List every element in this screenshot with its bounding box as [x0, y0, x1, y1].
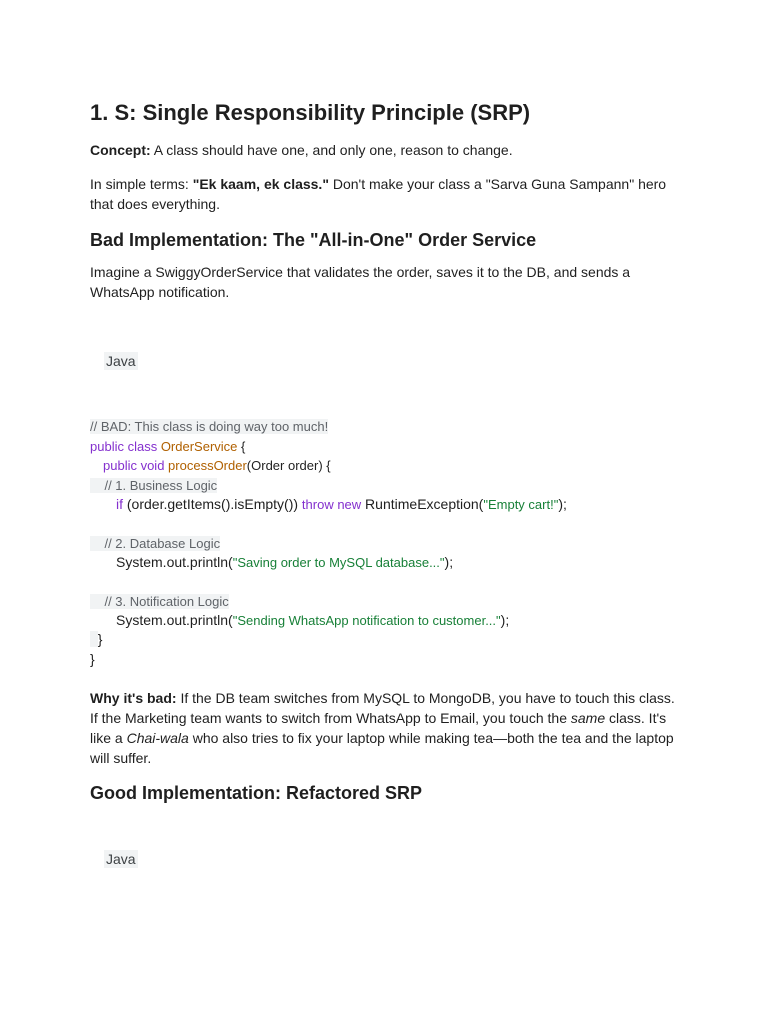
code-language-label: Java [106, 353, 136, 369]
code-text: } [90, 651, 95, 667]
code-line [116, 611, 509, 630]
why-bad-emphasis: same [570, 710, 606, 726]
why-bad-label: Why it's bad: [90, 690, 177, 706]
code-keyword: public class [90, 439, 161, 454]
code-text: System.out.println( [116, 554, 233, 570]
code-comment [90, 594, 229, 609]
why-bad-text: who also tries to fix your laptop while making tea—both the tea and the laptop will suffer. [90, 730, 674, 766]
code-text: (Order order) { [246, 458, 331, 473]
code-text: System.out.println( [116, 612, 233, 628]
code-keyword: throw new [301, 497, 362, 512]
code-method-name: processOrder [168, 458, 247, 473]
code-text: (order.getItems().isEmpty()) [123, 496, 302, 512]
code-line [90, 630, 102, 649]
simple-terms-after: Don't make your class a "Sarva Guna Sampann" hero that does everything. [90, 176, 667, 212]
simple-terms-bold: "Ek kaam, ek class." [192, 176, 329, 192]
simple-terms-before: In simple terms: [90, 176, 193, 192]
code-line [90, 476, 217, 495]
code-text: ); [558, 496, 567, 512]
code-comment [90, 478, 217, 493]
code-string: "Saving order to MySQL database..." [232, 555, 445, 570]
code-class-name: OrderService [160, 439, 238, 454]
code-text: ); [500, 612, 510, 628]
code-string: "Empty cart!" [483, 497, 559, 512]
why-bad-paragraph [90, 688, 685, 768]
bad-intro-paragraph: Imagine a SwiggyOrderService that validates the order, saves it to the DB, and sends a WhatsApp notification. [90, 264, 631, 300]
concept-paragraph [90, 140, 685, 160]
why-bad-text: class. It's like a [90, 710, 667, 746]
code-line [90, 417, 328, 436]
code-comment-text: // 1. Business Logic [104, 478, 218, 493]
code-keyword: if [116, 496, 123, 512]
code-line [116, 495, 567, 514]
code-comment-text: // 3. Notification Logic [104, 594, 229, 609]
code-text: ); [444, 554, 454, 570]
code-text: } [97, 631, 103, 647]
code-keyword: public void [103, 458, 169, 473]
code-line [90, 437, 245, 456]
code-comment-text: // 2. Database Logic [104, 536, 221, 551]
concept-text: A class should have one, and only one, reason to change. [150, 142, 513, 158]
code-comment [90, 536, 220, 551]
why-bad-text: If the DB team switches from MySQL to MongoDB, you have to touch this class. If the Marketing team wants to switch from WhatsApp to Email, you touch the [90, 690, 675, 726]
page-title: 1. S: Single Responsibility Principle (SRP) [90, 100, 531, 125]
code-comment: // BAD: This class is doing way too much! [90, 419, 329, 434]
code-language-label: Java [106, 851, 136, 867]
code-line [116, 553, 453, 572]
bad-implementation-heading: Bad Implementation: The "All-in-One" Order Service [90, 230, 537, 250]
code-line [90, 534, 220, 553]
code-comment [90, 631, 98, 647]
code-line [90, 650, 95, 669]
code-text: RuntimeException( [361, 496, 484, 512]
concept-label: Concept: [90, 142, 151, 158]
why-bad-emphasis: Chai-wala [126, 730, 189, 746]
code-line [103, 456, 331, 475]
simple-terms-paragraph [90, 174, 685, 214]
code-line [90, 592, 229, 611]
code-string: "Sending WhatsApp notification to customer..." [232, 613, 501, 628]
good-implementation-heading: Good Implementation: Refactored SRP [90, 783, 423, 803]
code-text: { [237, 439, 246, 454]
